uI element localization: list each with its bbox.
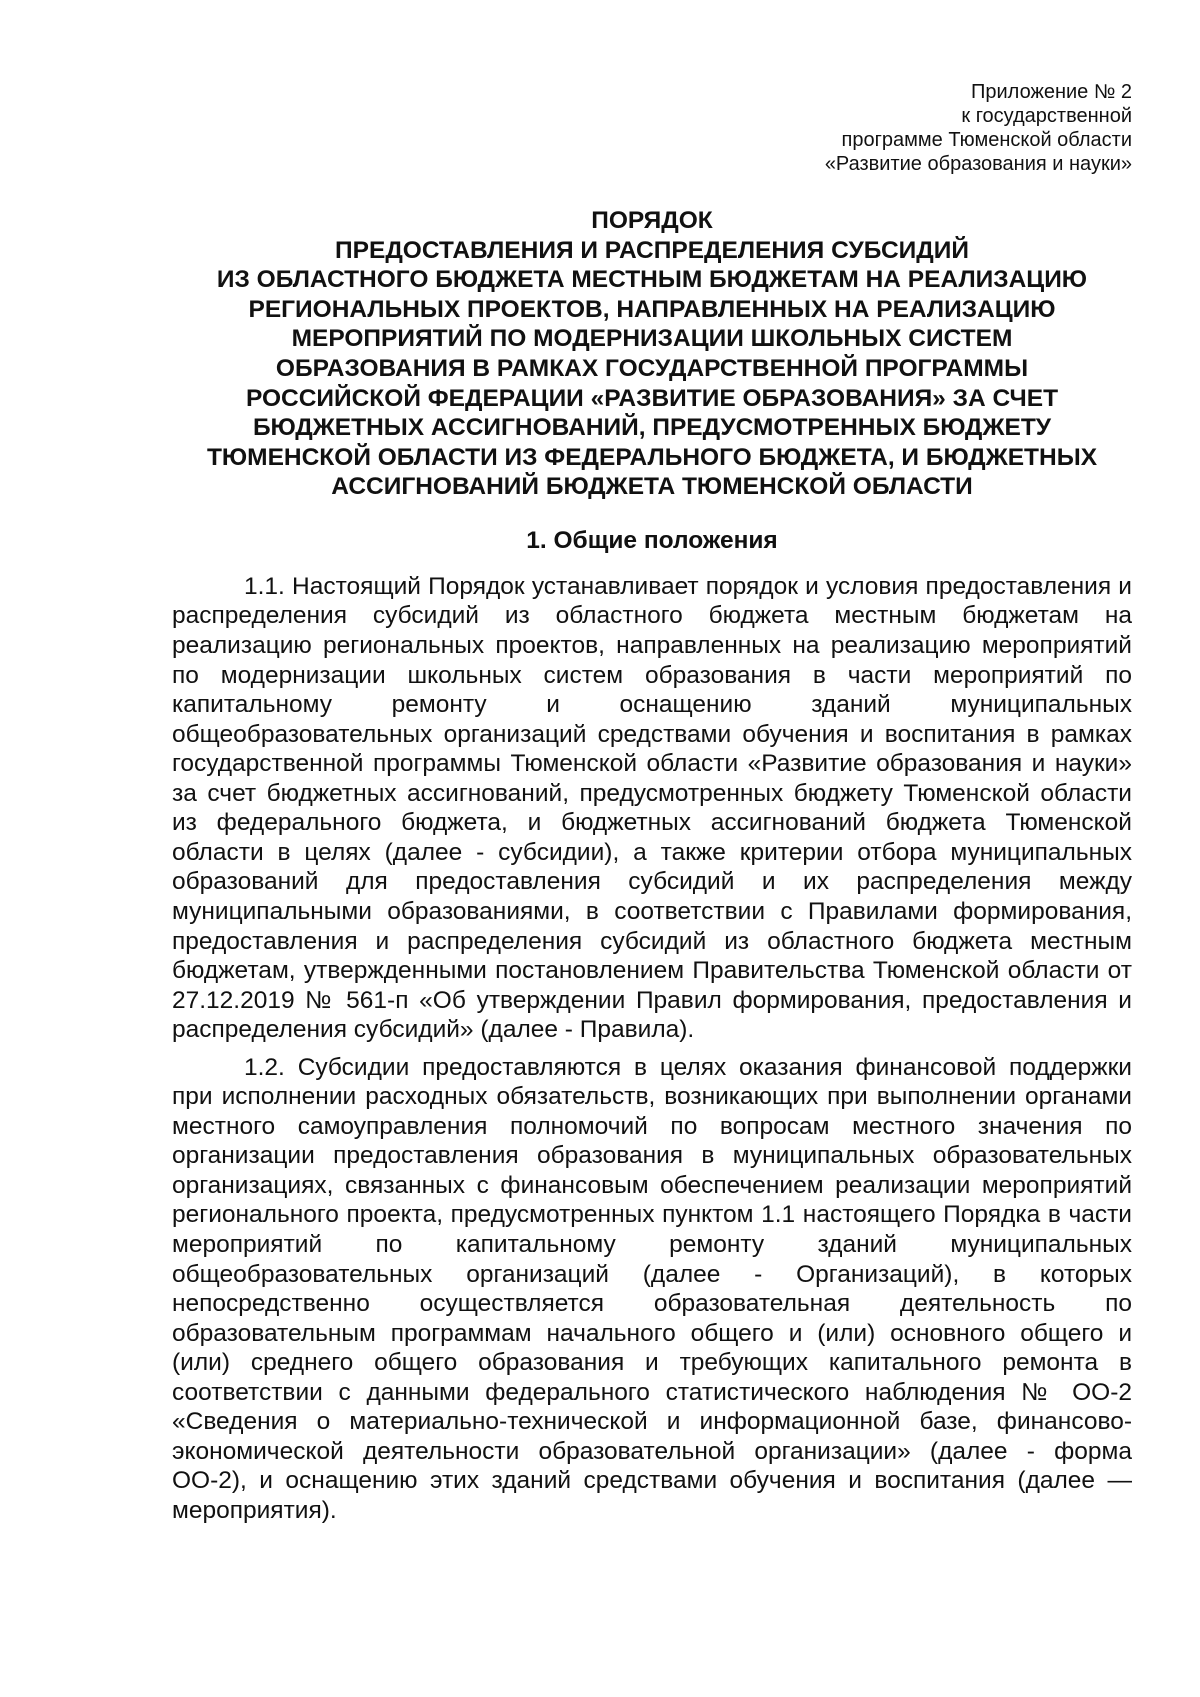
title-line: РЕГИОНАЛЬНЫХ ПРОЕКТОВ, НАПРАВЛЕННЫХ НА РЕАЛИЗАЦИЮ (248, 295, 1056, 323)
title-line: РОССИЙСКОЙ ФЕДЕРАЦИИ «РАЗВИТИЕ ОБРАЗОВАНИЯ» ЗА СЧЕТ (245, 384, 1059, 412)
section-heading: 1. Общие положения (526, 526, 778, 554)
title-line: БЮДЖЕТНЫХ АССИГНОВАНИЙ, ПРЕДУСМОТРЕННЫХ БЮДЖЕТУ (252, 414, 1052, 442)
appendix-line-2: к государственной (961, 105, 1132, 127)
paragraph-1-2: 1.2. Субсидии предоставляются в целях оказания финансовой поддержки при исполнении расходных обязательств, возникающих при выполнении органами местного самоуправления полномочий по вопросам местного значения по организации предоставления образования в муниципальных образовательных организациях, связанных с финансовым обеспечением реализации мероприятий регионального проекта, предусмотренных пунктом 1.1 настоящего Порядка в части мероприятий по капитальному ремонту зданий муниципальных общеобразовательных организаций (далее - Организаций), в которых непосредственно осуществляется образовательная деятельность по образовательным программам начального общего и (или) основного общего и (или) среднего общего образования и требующих капитального ремонта в соответствии с данными федерального статистического наблюдения № ОО-2 «Сведения о материально-технической и информационной базе, финансово-экономической деятельности образовательной организации» (далее - форма ОО-2), и оснащению этих зданий средствами обучения и воспитания (далее — мероприятия). (172, 1053, 1132, 1524)
title-line: МЕРОПРИЯТИЙ ПО МОДЕРНИЗАЦИИ ШКОЛЬНЫХ СИСТЕМ (291, 325, 1013, 353)
title-line: ТЮМЕНСКОЙ ОБЛАСТИ ИЗ ФЕДЕРАЛЬНОГО БЮДЖЕТА, И БЮДЖЕТНЫХ (206, 443, 1098, 471)
title-line: ПОРЯДОК (591, 207, 713, 234)
appendix-line-1: Приложение № 2 (971, 81, 1132, 103)
appendix-note (172, 80, 1132, 176)
title-line: ОБРАЗОВАНИЯ В РАМКАХ ГОСУДАРСТВЕННОЙ ПРОГРАММЫ (275, 354, 1029, 382)
title-line: АССИГНОВАНИЙ БЮДЖЕТА ТЮМЕНСКОЙ ОБЛАСТИ (331, 473, 973, 501)
appendix-line-4: «Развитие образования и науки» (824, 153, 1132, 175)
title-line: ИЗ ОБЛАСТНОГО БЮДЖЕТА МЕСТНЫМ БЮДЖЕТАМ НА РЕАЛИЗАЦИЮ (216, 266, 1088, 294)
title-line: ПРЕДОСТАВЛЕНИЯ И РАСПРЕДЕЛЕНИЯ СУБСИДИЙ (335, 236, 969, 264)
document-title (172, 206, 1132, 502)
paragraph-1-1: 1.1. Настоящий Порядок устанавливает порядок и условия предоставления и распределения субсидий из областного бюджета местным бюджетам на реализацию региональных проектов, направленных на реализацию мероприятий по модернизации школьных систем образования в части мероприятий по капитальному ремонту и оснащению зданий муниципальных общеобразовательных организаций средствами обучения и воспитания в рамках государственной программы Тюменской области «Развитие образования и науки» за счет бюджетных ассигнований, предусмотренных бюджету Тюменской области из федерального бюджета, и бюджетных ассигнований бюджета Тюменской области в целях (далее - субсидии), а также критерии отбора муниципальных образований для предоставления субсидий и их распределения между муниципальными образованиями, в соответствии с Правилами формирования, предоставления и распределения субсидий из областного бюджета местным бюджетам, утвержденными постановлением Правительства Тюменской области от 27.12.2019 № 561-п «Об утверждении Правил формирования, предоставления и распределения субсидий» (далее - Правила). (172, 572, 1132, 1044)
appendix-line-3: программе Тюменской области (841, 129, 1132, 151)
